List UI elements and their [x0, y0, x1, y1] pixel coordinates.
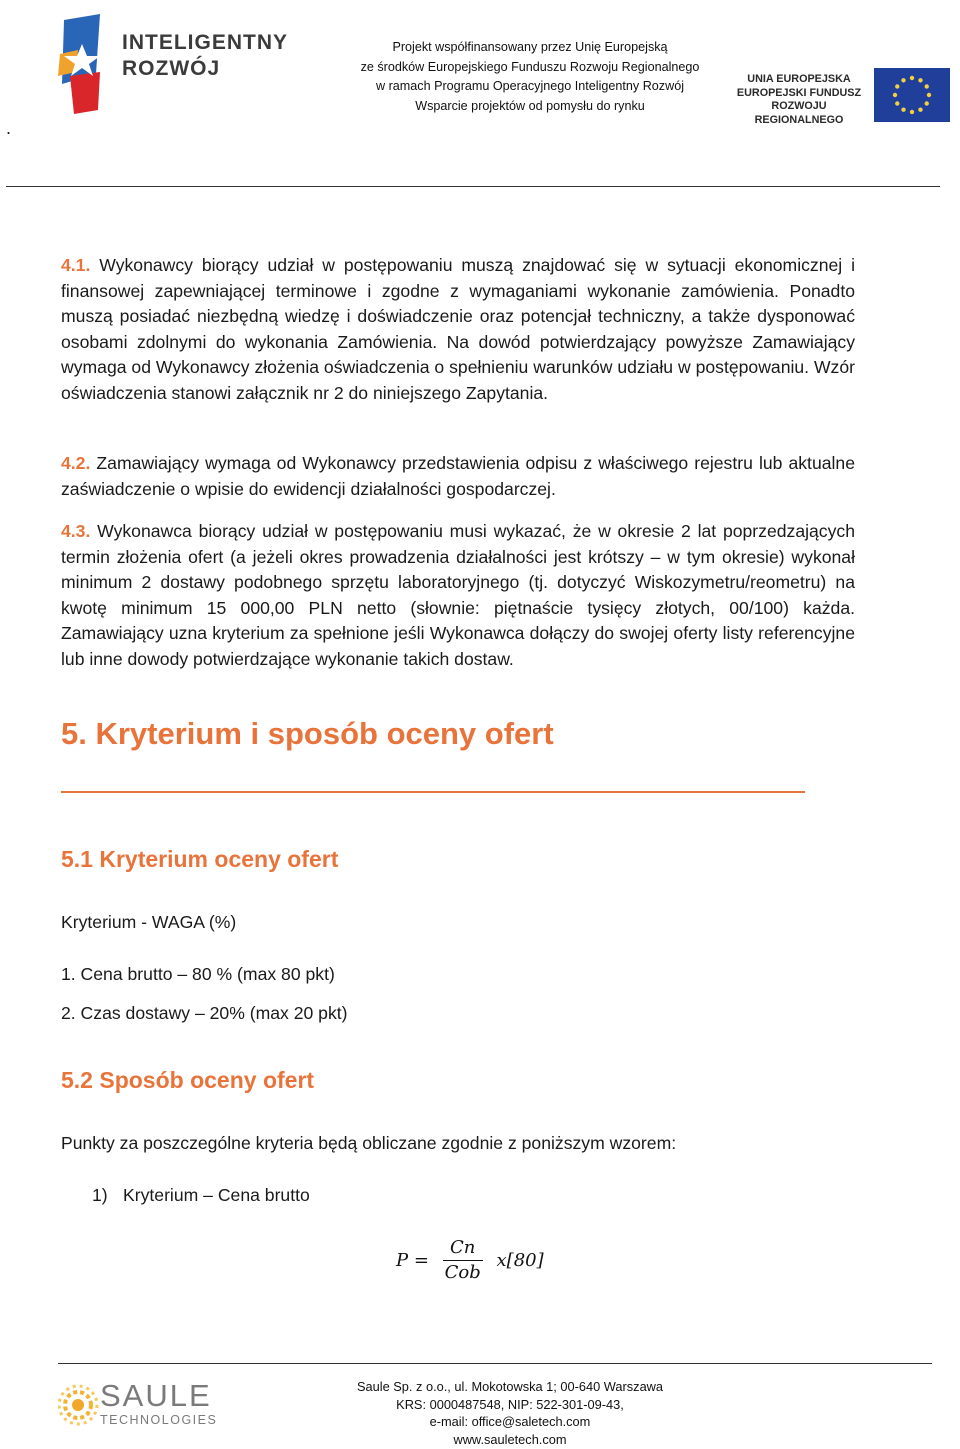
- subsection-heading-5-2: 5.2 Sposób oceny ofert: [61, 1067, 315, 1093]
- eu-star-icon: [910, 76, 914, 80]
- paragraph-4-2: [61, 451, 855, 502]
- subsection-heading-5-1: 5.1 Kryterium oceny ofert: [61, 846, 339, 872]
- header-line: Projekt współfinansowany przez Unię Europejską: [392, 40, 668, 54]
- footer-line: e-mail: office@saletech.com: [429, 1414, 591, 1430]
- eu-star-icon: [925, 84, 929, 88]
- eu-star-icon: [918, 78, 922, 82]
- saule-wordmark: [100, 1380, 217, 1428]
- formula-numerator: Cn: [450, 1237, 476, 1258]
- list-item-number: 1): [92, 1185, 108, 1205]
- formula-rhs: x[80]: [496, 1250, 544, 1271]
- header-project-info: [290, 38, 770, 116]
- eu-star-icon: [918, 108, 922, 112]
- eu-star-icon: [925, 101, 929, 105]
- paragraph-text: Wykonawca biorący udział w postępowaniu musi wykazać, że w okresie 2 lat poprzedzających termin złożenia ofert (a jeżeli okres prowadzenia działalności jest krótszy – w tym okresie) wykonał minimum 2 dostawy podobnego sprzętu laboratoryjnego (tj. dotyczyć Wiskozymetru/reometru) na kwotę minimum 15 000,00 PLN netto (słownie: piętnaście tysięcy złotych, 00/100) każda. Zamawiający uzna kryterium za spełnione jeśli Wykonawca dołączy do swojej oferty listy referencyjne lub inne dowody potwierdzające wykonanie takich dostaw.: [61, 521, 855, 669]
- header-line: Wsparcie projektów od pomysłu do rynku: [415, 98, 645, 113]
- formula-lhs: P =: [396, 1250, 429, 1271]
- saule-name: SAULE: [100, 1378, 212, 1413]
- points-intro-text: Punkty za poszczególne kryteria będą obliczane zgodnie z poniższym wzorem:: [61, 1133, 677, 1153]
- eu-star-icon: [901, 108, 905, 112]
- ir-wordmark-line1: INTELIGENTNY: [122, 31, 289, 54]
- stray-dot: .: [6, 118, 12, 138]
- saule-subtitle: TECHNOLOGIES: [100, 1413, 218, 1427]
- eu-label-line: ROZWOJU REGIONALNEGO: [754, 100, 844, 126]
- formula-denominator: Cob: [444, 1262, 481, 1283]
- criterion-item: 2. Czas dostawy – 20% (max 20 pkt): [61, 1003, 348, 1023]
- footer-company-info: [340, 1378, 680, 1449]
- paragraph-4-1: [61, 253, 855, 407]
- paragraph-number: 4.1.: [61, 255, 91, 275]
- ir-wordmark-line2: ROZWÓJ: [122, 57, 221, 80]
- eu-star-icon: [895, 101, 899, 105]
- paragraph-number: 4.3.: [61, 521, 91, 541]
- paragraph-number: 4.2.: [61, 453, 91, 473]
- formula-fraction: [443, 1236, 483, 1285]
- paragraph-text: Wykonawcy biorący udział w postępowaniu muszą znajdować się w sytuacji ekonomicznej i finansowej zapewniającej terminowe i zgodne z wymaganiami wykonanie zamówienia. Ponadto muszą posiadać niezbędną wiedzę i doświadczenie oraz potencjał techniczny, a także dysponować osobami zdolnymi do wykonania Zamówienia. Na dowód potwierdzający powyższe Zamawiający wymaga od Wykonawcy złożenia oświadczenia o spełnieniu warunków udziału w postępowaniu. Wzór oświadczenia stanowi załącznik nr 2 do niniejszego Zapytania.: [61, 255, 855, 403]
- eu-flag-icon: [874, 68, 950, 122]
- list-item: [92, 1185, 310, 1206]
- footer-line: www.sauletech.com: [453, 1432, 567, 1448]
- inteligentny-rozwoj-wordmark: [122, 30, 288, 82]
- section-heading: 5. Kryterium i sposób oceny ofert: [61, 716, 554, 751]
- eu-star-icon: [927, 93, 931, 97]
- header-divider: [6, 186, 940, 187]
- paragraph-text: Zamawiający wymaga od Wykonawcy przedstawienia odpisu z właściwego rejestru lub aktualne zaświadczenie o wpisie do ewidencji działalności gospodarczej.: [61, 453, 855, 499]
- heading-underline: [61, 791, 805, 793]
- header-line: ze środków Europejskiego Funduszu Rozwoju Regionalnego: [360, 59, 700, 74]
- criteria-label: Kryterium - WAGA (%): [61, 912, 237, 932]
- footer-line: KRS: 0000487548, NIP: 522-301-09-43,: [396, 1396, 624, 1412]
- criterion-item: 1. Cena brutto – 80 % (max 80 pkt): [61, 964, 335, 984]
- eu-star-icon: [895, 84, 899, 88]
- eu-star-icon: [893, 93, 897, 97]
- eu-star-icon: [901, 78, 905, 82]
- eu-label-line: UNIA EUROPEJSKA: [747, 73, 851, 85]
- list-item-label: Kryterium – Cena brutto: [123, 1185, 310, 1205]
- footer-divider: [58, 1363, 932, 1364]
- eu-star-icon: [910, 110, 914, 114]
- price-formula: [396, 1236, 544, 1285]
- header-line: w ramach Programu Operacyjnego Inteligentny Rozwój: [376, 79, 684, 93]
- eu-fund-label: [730, 73, 868, 127]
- paragraph-4-3: [61, 519, 855, 673]
- footer-line: Saule Sp. z o.o., ul. Mokotowska 1; 00-640 Warszawa: [356, 1379, 664, 1394]
- eu-label-line: EUROPEJSKI FUNDUSZ: [736, 86, 862, 99]
